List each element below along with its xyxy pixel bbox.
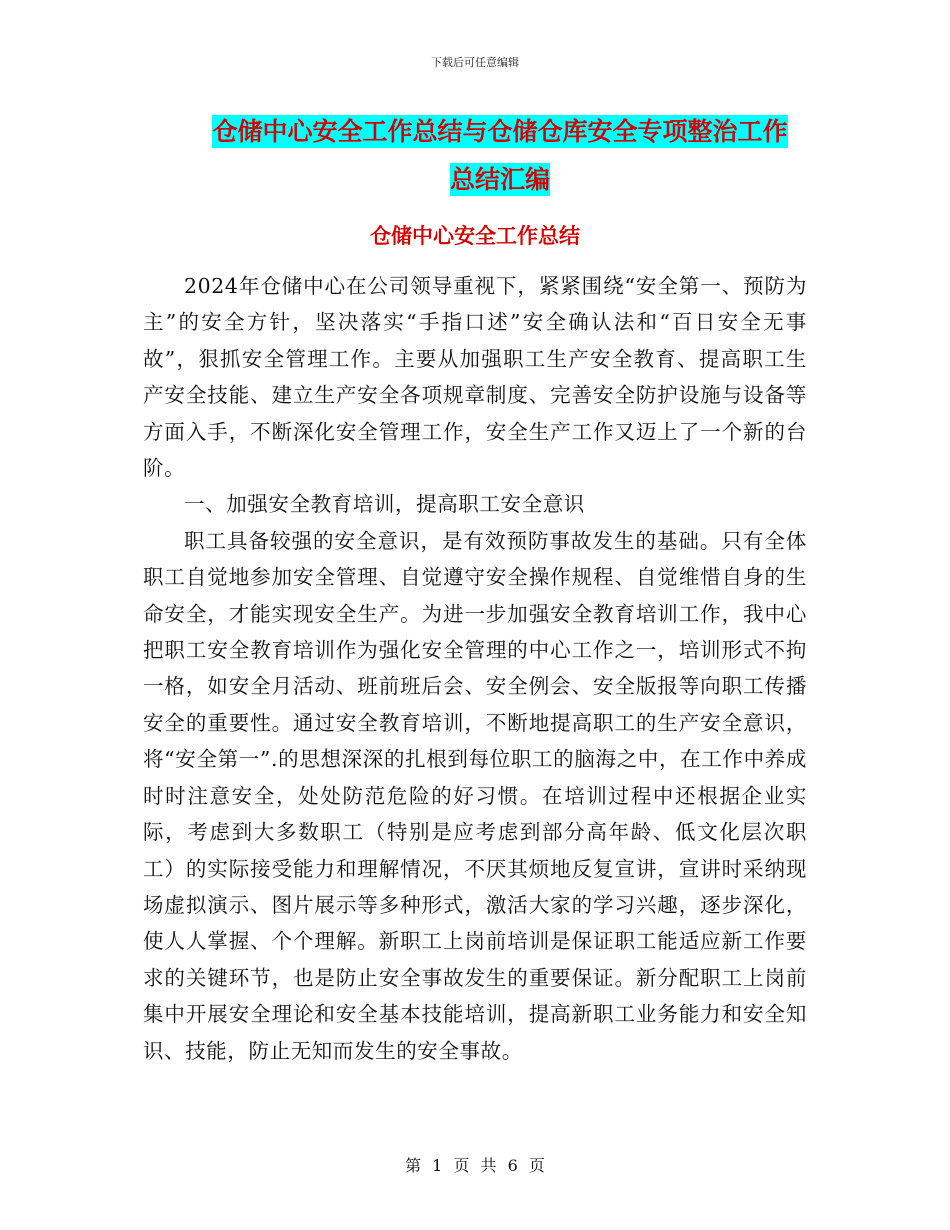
- paragraph-training: 职工具备较强的安全意识，是有效预防事故发生的基础。只有全体职工自觉地参加安全管理、自觉遵守安全操作规程、自觉维惜自身的生命安全，才能实现安全生产。为进一步加强安全教育培训工作，我中心把职工安全教育培训作为强化安全管理的中心工作之一，培训形式不拘一格，如安全月活动、班前班后会、安全例会、安全版报等向职工传播安全的重要性。通过安全教育培训，不断地提高职工的生产安全意识，将“安全第一”.的思想深深的扎根到每位职工的脑海之中，在工作中养成时时注意安全，处处防范危险的好习惯。在培训过程中还根据企业实际，考虑到大多数职工（特别是应考虑到部分高年龄、低文化层次职工）的实际接受能力和理解情况，不厌其烦地反复宣讲，宣讲时采纳现场虚拟演示、图片展示等多种形式，激活大家的学习兴趣，逐步深化，使人人掌握、个个理解。新职工上岗前培训是保证职工能适应新工作要求的关键环节，也是防止安全事故发生的重要保证。新分配职工上岗前集中开展安全理论和安全基本技能培训，提高新职工业务能力和安全知识、技能，防止无知而发生的安全事故。: [143, 528, 807, 1063]
- section-title: 仓储中心安全工作总结: [370, 224, 580, 248]
- document-title-line-1: 仓储中心安全工作总结与仓储仓库安全专项整治工作: [212, 117, 788, 146]
- paragraph-heading-1: 一、加强安全教育培训，提高职工安全意识: [184, 492, 585, 517]
- document-title: [150, 108, 850, 204]
- document-title-line-2: 总结汇编: [449, 165, 550, 194]
- header-note: 下载后可任意编辑: [431, 56, 519, 69]
- document-body: [143, 268, 807, 1069]
- paragraph-intro: 2024年仓储中心在公司领导重视下，紧紧围绕“安全第一、预防为主”的安全方针，坚决落实“手指口述”安全确认法和“百日安全无事故”，狠抓安全管理工作。主要从加强职工生产安全教育、提高职工生产安全技能、建立生产安全各项规章制度、完善安全防护设施与设备等方面入手，不断深化安全管理工作，安全生产工作又迈上了一个新的台阶。: [143, 274, 807, 481]
- page-number-footer: 第 1 页 共 6 页: [405, 1156, 545, 1175]
